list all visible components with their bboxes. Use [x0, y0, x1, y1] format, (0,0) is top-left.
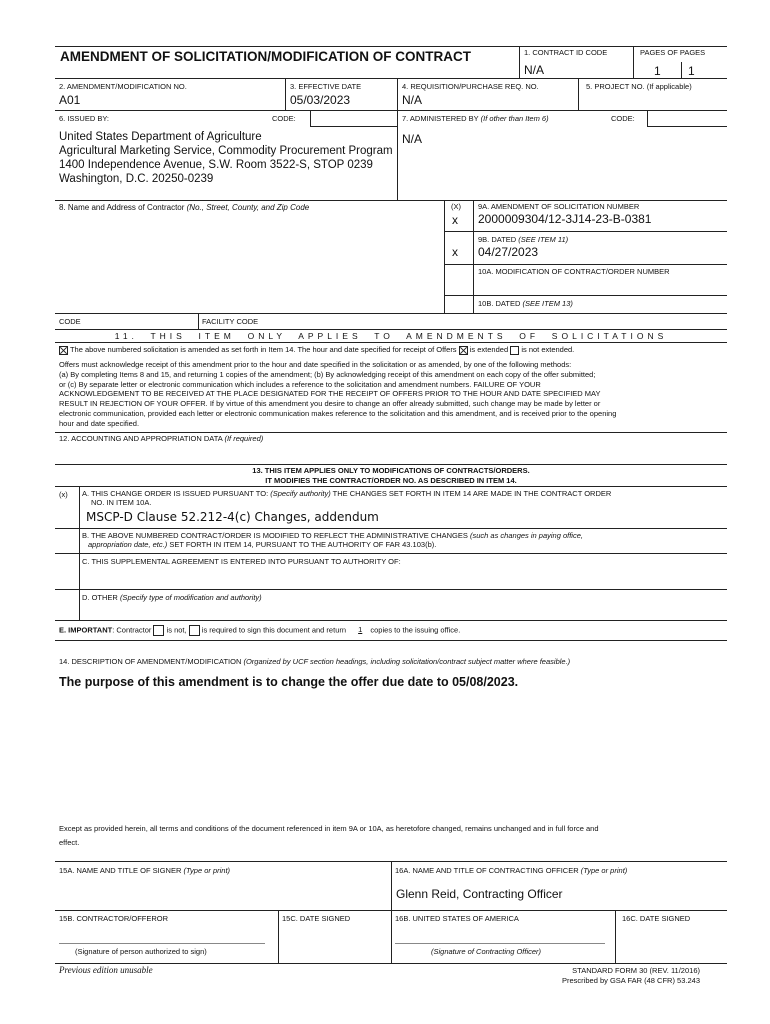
contractor-signature-line[interactable] [59, 943, 265, 944]
except-clause-2: effect. [59, 838, 80, 847]
item13-d-text: D. OTHER (Specify type of modification and authority) [82, 593, 262, 602]
item11-extension-line: The above numbered solicitation is amended as set forth in Item 14. The hour and date specified for receipt of Offers is extended is not extended. [59, 345, 574, 355]
contracting-officer-name[interactable]: Glenn Reid, Contracting Officer [396, 887, 563, 901]
item13-a-text: A. THIS CHANGE ORDER IS ISSUED PURSUANT TO: (Specify authority) THE CHANGES SET FORTH IN ITEM 14 ARE MADE IN THE CONTRACT ORDER NO. IN ITEM 10A. [82, 489, 612, 507]
administered-by-value[interactable]: N/A [402, 132, 423, 146]
extended-checkbox[interactable] [459, 346, 468, 355]
administered-by-label: 7. ADMINISTERED BY (If other than Item 6) [402, 114, 549, 123]
label-9a: 9A. AMENDMENT OF SOLICITATION NUMBER [478, 202, 640, 211]
label-16b: 16B. UNITED STATES OF AMERICA [395, 914, 519, 923]
issued-code-label: CODE: [272, 114, 296, 123]
effective-date-label: 3. EFFECTIVE DATE [290, 82, 362, 91]
code-label: CODE [59, 317, 81, 326]
requisition-label: 4. REQUISITION/PURCHASE REQ. NO. [402, 82, 539, 91]
item13-a-authority[interactable]: MSCP-D Clause 52.212-4(c) Changes, addendum [86, 510, 379, 524]
solicitation-amended-checkbox[interactable] [59, 346, 68, 355]
label-16a: 16A. NAME AND TITLE OF CONTRACTING OFFICER (Type or print) [395, 866, 628, 875]
label-16c: 16C. DATE SIGNED [622, 914, 691, 923]
label-15b: 15B. CONTRACTOR/OFFEROR [59, 914, 169, 923]
x-column-label: (X) [451, 202, 461, 211]
facility-code-label: FACILITY CODE [202, 317, 259, 326]
item11-header: 11. THIS ITEM ONLY APPLIES TO AMENDMENTS OF SOLICITATIONS [114, 331, 668, 341]
officer-signature-line[interactable] [395, 943, 605, 944]
label-15c: 15C. DATE SIGNED [282, 914, 351, 923]
issued-by-label: 6. ISSUED BY: [59, 114, 110, 123]
item13-x-label: (x) [59, 490, 68, 499]
item13-c-text: C. THIS SUPPLEMENTAL AGREEMENT IS ENTERED INTO PURSUANT TO AUTHORITY OF: [82, 557, 401, 566]
contractor-signature-caption: (Signature of person authorized to sign) [75, 947, 207, 956]
amendment-purpose[interactable]: The purpose of this amendment is to change the offer due date to 05/08/2023. [59, 675, 519, 689]
contract-id-value[interactable]: N/A [524, 63, 545, 77]
copies-count[interactable]: 1 [358, 625, 363, 635]
total-pages: 1 [688, 64, 695, 78]
item11-paragraph: Offers must acknowledge receipt of this amendment prior to the hour and date specified in the solicitation or as amended, by one of the following methods: (a) By completing Items 8 and 15, and returning 1 copies of the amendment; (b) By acknowledging receipt of this amendment on each copy of the offer submitted; or (c) By separate letter or electronic communication which includes a reference to the solicitation and amendment numbers. FAILURE OF YOUR ACKNOWLEDGEMENT TO BE RECEIVED AT THE PLACE DESIGNATED FOR THE RECEIPT OF OFFERS PRIOR TO THE HOUR AND DATE SPECIFIED MAY RESULT IN REJECTION OF YOUR OFFER. If by virtue of this amendment you desire to change an offer already submitted, such change may be made by letter or electronic communication, provided each letter or electronic communication makes reference to the solicitation and this amendment, and is received prior to the opening hour and date specified. [59, 360, 617, 428]
label-9b: 9B. DATED (SEE ITEM 11) [478, 235, 569, 244]
amendment-no-value[interactable]: A01 [59, 93, 81, 107]
except-clause-1: Except as provided herein, all terms and conditions of the document referenced in item 9A or 10A, as heretofore changed, remains unchanged and in full force and [59, 824, 599, 833]
amendment-no-label: 2. AMENDMENT/MODIFICATION NO. [59, 82, 187, 91]
solicitation-date[interactable]: 04/27/2023 [478, 245, 539, 259]
item12-label: 12. ACCOUNTING AND APPROPRIATION DATA (If required) [59, 434, 264, 443]
form-title: AMENDMENT OF SOLICITATION/MODIFICATION OF CONTRACT [60, 49, 471, 64]
contractor-is-not-checkbox[interactable] [153, 625, 164, 636]
item13-b-text: B. THE ABOVE NUMBERED CONTRACT/ORDER IS MODIFIED TO REFLECT THE ADMINISTRATIVE CHANGES (such as changes in paying office, appropriation date, etc.) SET FORTH IN ITEM 14, PURSUANT TO THE AUTHORITY OF FAR 43.103(b). [82, 531, 583, 549]
label-15a: 15A. NAME AND TITLE OF SIGNER (Type or print) [59, 866, 231, 875]
not-extended-checkbox[interactable] [510, 346, 519, 355]
item14-label: 14. DESCRIPTION OF AMENDMENT/MODIFICATION (Organized by UCF section headings, including solicitation/contract subject matter where feasible.) [59, 657, 571, 666]
item-e-line: E. IMPORTANT: Contractor is not, is required to sign this document and return 1 copies to the issuing office. [59, 625, 461, 635]
admin-code-label: CODE: [611, 114, 635, 123]
solicitation-number[interactable]: 2000009304/12-3J14-23-B-0381 [478, 212, 652, 226]
officer-signature-caption: (Signature of Contracting Officer) [431, 947, 542, 956]
mark-9b[interactable]: x [452, 245, 458, 259]
pages-label: PAGES OF PAGES [640, 48, 706, 57]
standard-form-number: STANDARD FORM 30 (REV. 11/2016) [572, 966, 700, 975]
prescribed-by: Prescribed by GSA FAR (48 CFR) 53.243 [562, 976, 700, 985]
project-no-label: 5. PROJECT NO. (If applicable) [586, 82, 692, 91]
mark-9a[interactable]: x [452, 213, 458, 227]
label-10b: 10B. DATED (SEE ITEM 13) [478, 299, 573, 308]
label-10a: 10A. MODIFICATION OF CONTRACT/ORDER NUMBER [478, 267, 670, 276]
requisition-value[interactable]: N/A [402, 93, 423, 107]
item13-header-2: IT MODIFIES THE CONTRACT/ORDER NO. AS DESCRIBED IN ITEM 14. [265, 476, 517, 485]
page-number: 1 [654, 64, 661, 78]
contractor-is-required-checkbox[interactable] [189, 625, 200, 636]
item13-header-1: 13. THIS ITEM APPLIES ONLY TO MODIFICATIONS OF CONTRACTS/ORDERS. [252, 466, 530, 475]
previous-edition-note: Previous edition unusable [59, 965, 153, 975]
contractor-label: 8. Name and Address of Contractor (No., Street, County, and Zip Code [59, 203, 310, 212]
contract-id-label: 1. CONTRACT ID CODE [524, 48, 608, 57]
issued-by-address[interactable]: United States Department of Agriculture Agricultural Marketing Service, Commodity Procurement Program 1400 Independence Avenue, S.W. Room 3522-S, STOP 0239 Washington, D.C. 20250-0239 [59, 131, 393, 185]
effective-date-value[interactable]: 05/03/2023 [290, 93, 351, 107]
